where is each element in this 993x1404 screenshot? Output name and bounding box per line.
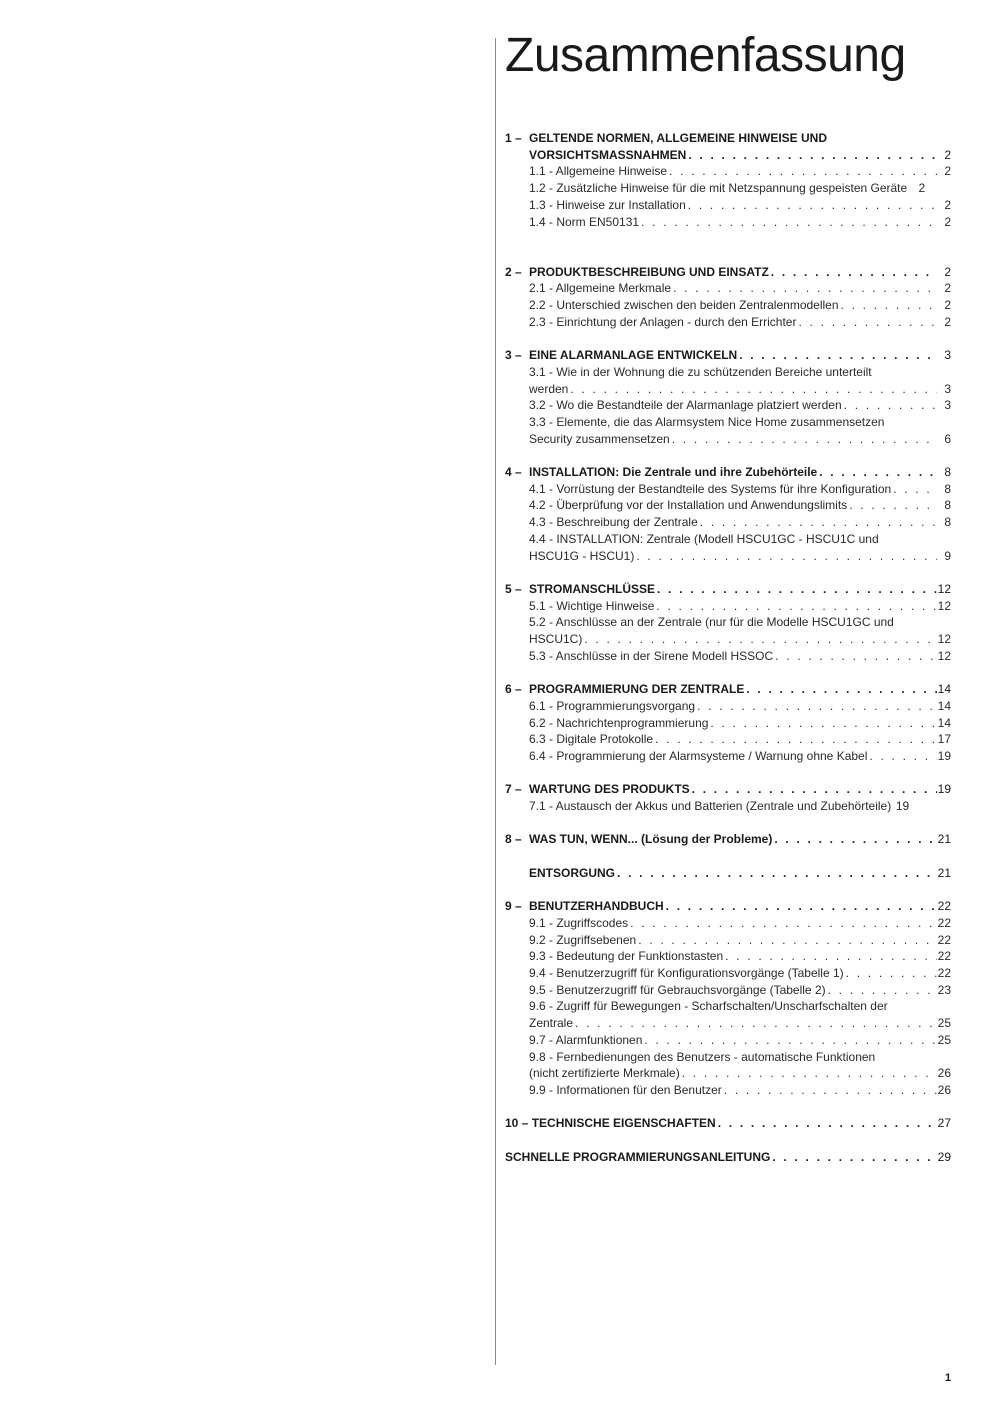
toc-entsorgung xyxy=(505,865,951,882)
toc-entry[interactable] xyxy=(505,698,951,715)
leader-dots xyxy=(847,497,937,514)
page-ref: 26 xyxy=(937,1082,951,1097)
leader-dots xyxy=(664,898,937,915)
toc-quick-guide-heading[interactable] xyxy=(505,1149,951,1166)
entry-text: 6.3 - Digitale Protokolle xyxy=(529,732,654,747)
leader-dots xyxy=(680,1065,937,1082)
leader-dots xyxy=(695,698,937,715)
page-ref: 22 xyxy=(937,966,951,981)
entry-text: HSCU1C) xyxy=(529,632,583,647)
toc-chapter-6-heading[interactable] xyxy=(505,681,951,698)
toc-entry[interactable] xyxy=(505,280,951,297)
leader-dots xyxy=(773,648,937,665)
toc-entry[interactable] xyxy=(505,197,951,214)
leader-dots xyxy=(842,397,937,414)
entry-text: 9.9 - Informationen für den Benutzer xyxy=(529,1082,722,1097)
page-ref: 22 xyxy=(937,915,951,930)
chapter-number: 8 – xyxy=(505,832,522,847)
entry-text: 6.1 - Programmierungsvorgang xyxy=(529,698,696,713)
toc-chapter-4 xyxy=(505,464,951,564)
page-number: 1 xyxy=(945,1372,952,1384)
chapter-title-cont: VORSICHTSMASSNAHMEN xyxy=(529,147,687,162)
page-ref: 3 xyxy=(944,348,951,363)
chapter-title: EINE ALARMANLAGE ENTWICKELN xyxy=(529,348,738,363)
leader-dots xyxy=(844,965,937,982)
leader-dots xyxy=(867,748,937,765)
entry-text: 9.4 - Benutzerzugriff für Konfigurationsvorgänge (Tabelle 1) xyxy=(529,966,844,981)
leader-dots xyxy=(769,264,937,281)
leader-dots xyxy=(667,163,937,180)
toc-chapter-4-heading[interactable] xyxy=(505,464,951,481)
chapter-number: 9 – xyxy=(505,899,522,914)
leader-dots xyxy=(722,1082,937,1099)
chapter-title: GELTENDE NORMEN, ALLGEMEINE HINWEISE UND xyxy=(529,131,828,145)
leader-dots xyxy=(708,715,937,732)
page-ref: 14 xyxy=(937,715,951,730)
page-ref: 29 xyxy=(937,1149,951,1164)
leader-dots xyxy=(568,381,937,398)
leader-dots xyxy=(817,464,937,481)
toc-entry[interactable] xyxy=(505,648,951,665)
entry-text: 1.4 - Norm EN50131 xyxy=(529,214,640,229)
chapter-title: ENTSORGUNG xyxy=(529,865,616,880)
page-ref: 6 xyxy=(944,431,951,446)
toc-entry[interactable] xyxy=(505,481,951,498)
toc-entry[interactable] xyxy=(505,798,951,815)
toc-chapter-7-heading[interactable] xyxy=(505,781,951,798)
table-of-contents xyxy=(505,130,951,1182)
chapter-title: 10 – TECHNISCHE EIGENSCHAFTEN xyxy=(505,1116,716,1131)
chapter-title: WARTUNG DES PRODUKTS xyxy=(529,782,690,797)
toc-entry[interactable] xyxy=(505,915,951,932)
page-ref: 2 xyxy=(944,264,951,279)
page-ref: 22 xyxy=(937,949,951,964)
entry-text: 3.2 - Wo die Bestandteile der Alarmanlage platziert werden xyxy=(529,398,842,413)
entry-text: 6.4 - Programmierung der Alarmsysteme / Warnung ohne Kabel xyxy=(529,748,868,763)
chapter-number: 7 – xyxy=(505,782,522,797)
toc-entry[interactable] xyxy=(505,381,951,398)
page-ref: 12 xyxy=(937,581,951,596)
toc-chapter-3-heading[interactable] xyxy=(505,347,951,364)
page-ref: 2 xyxy=(944,281,951,296)
page-ref: 3 xyxy=(944,381,951,396)
toc-chapter-6 xyxy=(505,681,951,765)
toc-chapter-9-heading[interactable] xyxy=(505,898,951,915)
toc-chapter-1-heading-cont[interactable] xyxy=(505,147,951,164)
leader-dots xyxy=(796,314,937,331)
leader-dots xyxy=(670,431,937,448)
chapter-number: 1 – xyxy=(505,131,522,145)
chapter-title: WAS TUN, WENN... (Lösung der Probleme) xyxy=(529,832,773,847)
entry-text: 5.3 - Anschlüsse in der Sirene Modell HSSOC xyxy=(529,648,774,663)
page-ref: 2 xyxy=(944,314,951,329)
toc-chapter-3 xyxy=(505,347,951,447)
leader-dots xyxy=(770,1149,937,1166)
toc-chapter-10-heading[interactable] xyxy=(505,1115,951,1132)
toc-chapter-5 xyxy=(505,581,951,665)
page-ref: 12 xyxy=(937,598,951,613)
entry-text: werden xyxy=(529,381,569,396)
page-ref: 2 xyxy=(944,164,951,179)
entry-text: 1.1 - Allgemeine Hinweise xyxy=(529,164,668,179)
toc-entry[interactable] xyxy=(505,514,951,531)
page-ref: 14 xyxy=(937,698,951,713)
toc-entry-line[interactable]: 4.4 - INSTALLATION: Zentrale (Modell HSCU1GC - HSCU1C und xyxy=(529,531,879,546)
page-ref: 19 xyxy=(937,748,951,763)
page-ref: 2 xyxy=(944,298,951,313)
entry-text: 7.1 - Austausch der Akkus und Batterien (Zentrale und Zubehörteile) xyxy=(529,799,892,814)
toc-entry[interactable] xyxy=(505,180,951,197)
toc-entry[interactable] xyxy=(505,598,951,615)
leader-dots xyxy=(716,1115,937,1132)
chapter-title: BENUTZERHANDBUCH xyxy=(529,899,664,914)
page-ref: 25 xyxy=(937,1032,951,1047)
toc-chapter-10 xyxy=(505,1115,951,1132)
entry-text: 4.2 - Überprüfung vor der Installation und Anwendungslimits xyxy=(529,498,848,513)
toc-entry[interactable] xyxy=(505,932,951,949)
page-ref: 12 xyxy=(937,648,951,663)
toc-entry[interactable] xyxy=(505,548,951,565)
leader-dots xyxy=(653,731,937,748)
entry-text: 9.2 - Zugriffsebenen xyxy=(529,932,637,947)
entry-text: Security zusammensetzen xyxy=(529,431,670,446)
toc-entry[interactable] xyxy=(505,1082,951,1099)
page-ref: 8 xyxy=(944,515,951,530)
leader-dots xyxy=(582,631,937,648)
leader-dots xyxy=(655,581,937,598)
page-ref: 17 xyxy=(937,732,951,747)
chapter-title: INSTALLATION: Die Zentrale und ihre Zubehörteile xyxy=(529,465,818,480)
toc-entry-line[interactable]: 9.6 - Zugriff für Bewegungen - Scharfschalten/Unscharfschalten der xyxy=(529,999,888,1014)
entry-text: 9.3 - Bedeutung der Funktionstasten xyxy=(529,949,724,964)
entry-text: 9.1 - Zugriffscodes xyxy=(529,915,629,930)
page-ref: 19 xyxy=(895,799,910,814)
page-ref: 2 xyxy=(944,197,951,212)
toc-entry-line[interactable]: 5.2 - Anschlüsse an der Zentrale (nur für die Modelle HSCU1GC und xyxy=(529,615,894,630)
page-ref: 8 xyxy=(944,481,951,496)
chapter-title: PRODUKTBESCHREIBUNG UND EINSATZ xyxy=(529,264,769,279)
leader-dots xyxy=(615,865,937,882)
toc-entry[interactable] xyxy=(505,731,951,748)
toc-chapter-1 xyxy=(505,130,951,230)
chapter-title: PROGRAMMIERUNG DER ZENTRALE xyxy=(529,682,745,697)
toc-entry[interactable] xyxy=(505,748,951,765)
chapter-number: 3 – xyxy=(505,348,522,363)
leader-dots xyxy=(636,932,937,949)
leader-dots xyxy=(628,915,937,932)
page-ref: 2 xyxy=(944,214,951,229)
toc-entry[interactable] xyxy=(505,948,951,965)
toc-entry[interactable] xyxy=(505,214,951,231)
page-ref: 3 xyxy=(944,398,951,413)
page-ref: 2 xyxy=(944,147,951,162)
entry-text: 5.1 - Wichtige Hinweise xyxy=(529,598,655,613)
toc-entry[interactable] xyxy=(505,497,951,514)
entry-text: (nicht zertifizierte Merkmale) xyxy=(529,1066,680,1081)
entry-text: 1.3 - Hinweise zur Installation xyxy=(529,197,686,212)
page-ref: 21 xyxy=(937,865,951,880)
page-ref: 22 xyxy=(937,932,951,947)
toc-chapter-8 xyxy=(505,831,951,848)
leader-dots xyxy=(744,681,937,698)
leader-dots xyxy=(639,214,937,231)
chapter-number: 6 – xyxy=(505,682,522,697)
chapter-number: 4 – xyxy=(505,465,522,480)
toc-chapter-1-heading[interactable] xyxy=(505,130,951,147)
page-ref: 9 xyxy=(944,548,951,563)
leader-dots xyxy=(826,982,937,999)
page-ref: 27 xyxy=(937,1116,951,1131)
leader-dots xyxy=(671,280,937,297)
leader-dots xyxy=(690,781,937,798)
toc-entry[interactable] xyxy=(505,397,951,414)
toc-chapter-5-heading[interactable] xyxy=(505,581,951,598)
leader-dots xyxy=(686,147,937,164)
leader-dots xyxy=(573,1015,937,1032)
leader-dots xyxy=(772,831,937,848)
leader-dots xyxy=(634,548,937,565)
toc-chapter-8-heading[interactable] xyxy=(505,831,951,848)
page-ref: 8 xyxy=(944,465,951,480)
toc-entsorgung-heading[interactable] xyxy=(505,865,951,882)
toc-chapter-7 xyxy=(505,781,951,814)
entry-text: 2.2 - Unterschied zwischen den beiden Zentralenmodellen xyxy=(529,298,839,313)
entry-text: 4.1 - Vorrüstung der Bestandteile des Systems für ihre Konfiguration xyxy=(529,481,892,496)
page-ref: 19 xyxy=(937,782,951,797)
page-title: Zusammenfassung xyxy=(505,29,906,82)
toc-entry[interactable] xyxy=(505,1065,951,1082)
toc-entry[interactable] xyxy=(505,431,951,448)
entry-text: Zentrale xyxy=(529,1016,574,1031)
toc-entry[interactable] xyxy=(505,965,951,982)
toc-entry[interactable] xyxy=(505,982,951,999)
page-ref: 8 xyxy=(944,498,951,513)
toc-entry[interactable] xyxy=(505,297,951,314)
page-ref: 14 xyxy=(937,682,951,697)
leader-dots xyxy=(891,481,937,498)
toc-entry[interactable] xyxy=(505,1032,951,1049)
leader-dots xyxy=(839,297,937,314)
chapter-number: 2 – xyxy=(505,264,522,279)
leader-dots xyxy=(686,197,937,214)
page-ref: 23 xyxy=(937,982,951,997)
toc-entry-line[interactable]: 3.1 - Wie in der Wohnung die zu schützenden Bereiche unterteilt xyxy=(529,364,872,379)
page-ref: 2 xyxy=(918,181,926,196)
chapter-title: SCHNELLE PROGRAMMIERUNGSANLEITUNG xyxy=(505,1149,771,1164)
entry-text: 9.5 - Benutzerzugriff für Gebrauchsvorgänge (Tabelle 2) xyxy=(529,982,826,997)
vertical-divider xyxy=(495,38,496,1365)
toc-entry[interactable] xyxy=(505,163,951,180)
entry-text: 9.7 - Alarmfunktionen xyxy=(529,1032,643,1047)
entry-text: HSCU1G - HSCU1) xyxy=(529,548,635,563)
entry-text: 6.2 - Nachrichtenprogrammierung xyxy=(529,715,709,730)
leader-dots xyxy=(723,948,937,965)
page-ref: 26 xyxy=(937,1066,951,1081)
toc-entry[interactable] xyxy=(505,715,951,732)
toc-entry-line[interactable]: 9.8 - Fernbedienungen des Benutzers - automatische Funktionen xyxy=(529,1049,876,1064)
entry-text: 1.2 - Zusätzliche Hinweise für die mit Netzspannung gespeisten Geräte xyxy=(529,181,908,196)
toc-chapter-2 xyxy=(505,264,951,331)
page-ref: 12 xyxy=(937,632,951,647)
toc-entry[interactable] xyxy=(505,314,951,331)
toc-entry[interactable] xyxy=(505,1015,951,1032)
toc-entry[interactable] xyxy=(505,631,951,648)
page-ref: 22 xyxy=(937,899,951,914)
toc-chapter-2-heading[interactable] xyxy=(505,264,951,281)
toc-quick-guide xyxy=(505,1149,951,1166)
page-ref: 21 xyxy=(937,832,951,847)
entry-text: 2.3 - Einrichtung der Anlagen - durch den Errichter xyxy=(529,314,797,329)
toc-chapter-9 xyxy=(505,898,951,1098)
page-ref: 25 xyxy=(937,1016,951,1031)
leader-dots xyxy=(737,347,937,364)
chapter-number: 5 – xyxy=(505,581,522,596)
leader-dots xyxy=(642,1032,937,1049)
leader-dots xyxy=(698,514,937,531)
entry-text: 4.3 - Beschreibung der Zentrale xyxy=(529,515,698,530)
entry-text: 2.1 - Allgemeine Merkmale xyxy=(529,281,672,296)
leader-dots xyxy=(654,598,937,615)
toc-entry-line[interactable]: 3.3 - Elemente, die das Alarmsystem Nice Home zusammensetzen xyxy=(529,414,885,429)
chapter-title: STROMANSCHLÜSSE xyxy=(529,581,656,596)
